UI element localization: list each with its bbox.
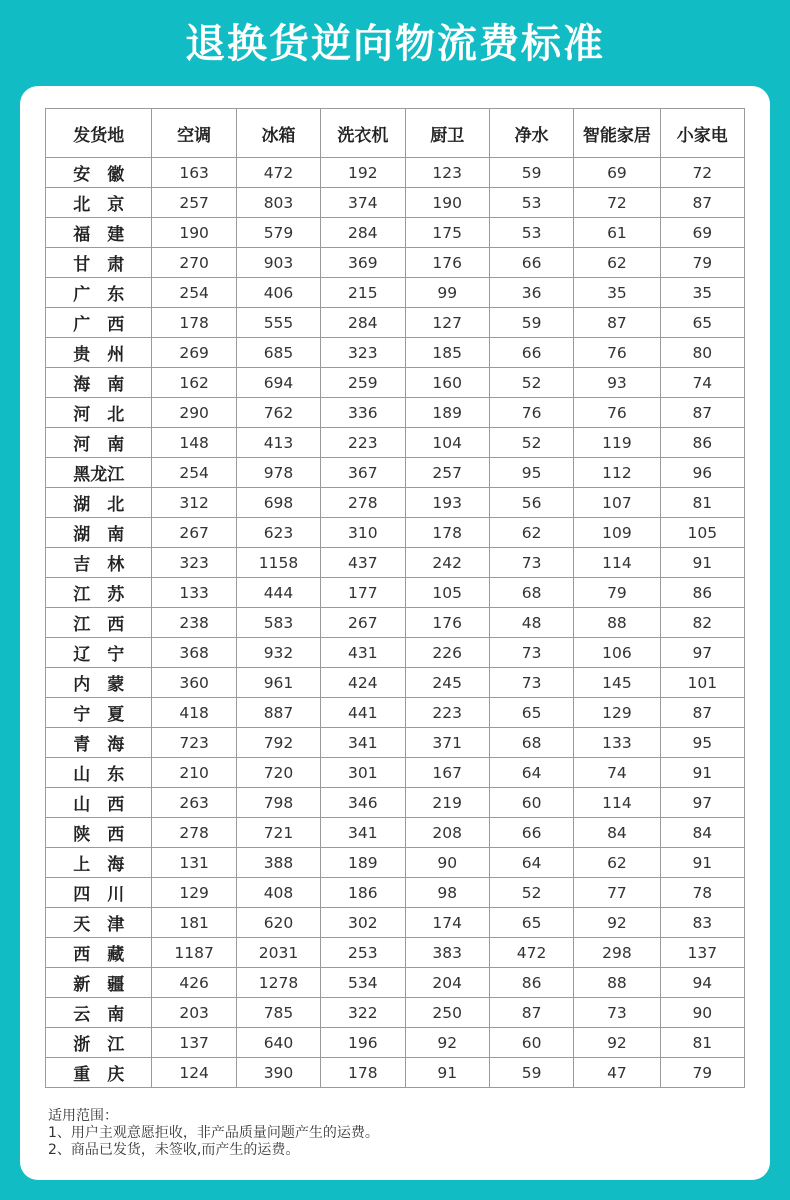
fee-cell: 62: [489, 518, 573, 548]
fee-cell: 254: [152, 458, 236, 488]
fee-cell: 87: [574, 308, 660, 338]
fee-cell: 162: [152, 368, 236, 398]
fee-cell: 73: [489, 668, 573, 698]
fee-cell: 219: [405, 788, 489, 818]
fee-cell: 65: [489, 698, 573, 728]
table-row: [46, 188, 745, 218]
table-row: [46, 698, 745, 728]
region-cell: 四 川: [46, 878, 152, 908]
table-row: [46, 728, 745, 758]
fee-cell: 93: [574, 368, 660, 398]
fee-cell: 47: [574, 1058, 660, 1088]
fee-cell: 176: [405, 248, 489, 278]
fee-cell: 189: [321, 848, 405, 878]
fee-cell: 131: [152, 848, 236, 878]
fee-cell: 129: [574, 698, 660, 728]
fee-cell: 903: [236, 248, 320, 278]
fee-cell: 65: [660, 308, 744, 338]
fee-cell: 92: [574, 908, 660, 938]
fee-cell: 302: [321, 908, 405, 938]
fee-cell: 35: [574, 278, 660, 308]
fee-cell: 66: [489, 818, 573, 848]
fee-cell: 223: [321, 428, 405, 458]
fee-cell: 133: [574, 728, 660, 758]
fee-cell: 72: [574, 188, 660, 218]
fee-cell: 785: [236, 998, 320, 1028]
fee-cell: 431: [321, 638, 405, 668]
fee-cell: 73: [489, 548, 573, 578]
region-cell: 安 徽: [46, 158, 152, 188]
region-cell: 北 京: [46, 188, 152, 218]
fee-cell: 341: [321, 818, 405, 848]
fee-cell: 81: [660, 488, 744, 518]
region-cell: 河 北: [46, 398, 152, 428]
fee-cell: 193: [405, 488, 489, 518]
fee-cell: 698: [236, 488, 320, 518]
fee-cell: 208: [405, 818, 489, 848]
table-row: [46, 578, 745, 608]
fee-cell: 64: [489, 758, 573, 788]
table-header-row: [46, 109, 745, 158]
fee-cell: 555: [236, 308, 320, 338]
table-row: [46, 848, 745, 878]
fee-cell: 369: [321, 248, 405, 278]
table-body: [46, 158, 745, 1088]
fee-cell: 803: [236, 188, 320, 218]
fee-cell: 226: [405, 638, 489, 668]
fee-cell: 444: [236, 578, 320, 608]
fee-cell: 74: [574, 758, 660, 788]
fee-cell: 190: [152, 218, 236, 248]
fee-cell: 177: [321, 578, 405, 608]
fee-cell: 133: [152, 578, 236, 608]
fee-cell: 278: [152, 818, 236, 848]
fee-cell: 105: [660, 518, 744, 548]
fee-cell: 424: [321, 668, 405, 698]
region-cell: 宁 夏: [46, 698, 152, 728]
fee-card: [20, 86, 770, 1180]
table-row: [46, 638, 745, 668]
fee-cell: 96: [660, 458, 744, 488]
fee-cell: 269: [152, 338, 236, 368]
region-cell: 江 西: [46, 608, 152, 638]
fee-cell: 190: [405, 188, 489, 218]
fee-cell: 418: [152, 698, 236, 728]
fee-cell: 137: [152, 1028, 236, 1058]
fee-cell: 79: [574, 578, 660, 608]
fee-cell: 267: [152, 518, 236, 548]
fee-cell: 62: [574, 248, 660, 278]
fee-cell: 181: [152, 908, 236, 938]
fee-cell: 64: [489, 848, 573, 878]
fee-cell: 60: [489, 788, 573, 818]
fee-cell: 88: [574, 968, 660, 998]
fee-cell: 79: [660, 1058, 744, 1088]
fee-cell: 84: [574, 818, 660, 848]
region-cell: 黑龙江: [46, 458, 152, 488]
fee-cell: 259: [321, 368, 405, 398]
fee-cell: 87: [489, 998, 573, 1028]
scope-notes: [48, 1108, 748, 1159]
fee-cell: 92: [405, 1028, 489, 1058]
fee-cell: 66: [489, 248, 573, 278]
fee-cell: 114: [574, 788, 660, 818]
fee-cell: 68: [489, 728, 573, 758]
region-cell: 辽 宁: [46, 638, 152, 668]
fee-cell: 406: [236, 278, 320, 308]
region-cell: 重 庆: [46, 1058, 152, 1088]
fee-cell: 978: [236, 458, 320, 488]
fee-cell: 112: [574, 458, 660, 488]
fee-cell: 53: [489, 188, 573, 218]
fee-cell: 176: [405, 608, 489, 638]
table-row: [46, 398, 745, 428]
fee-cell: 73: [489, 638, 573, 668]
column-header: 发货地: [46, 109, 152, 158]
fee-cell: 69: [660, 218, 744, 248]
fee-cell: 76: [574, 398, 660, 428]
fee-cell: 1158: [236, 548, 320, 578]
fee-cell: 73: [574, 998, 660, 1028]
table-row: [46, 1058, 745, 1088]
region-cell: 浙 江: [46, 1028, 152, 1058]
fee-cell: 441: [321, 698, 405, 728]
region-cell: 海 南: [46, 368, 152, 398]
table-row: [46, 758, 745, 788]
fee-cell: 90: [660, 998, 744, 1028]
fee-cell: 53: [489, 218, 573, 248]
fee-cell: 390: [236, 1058, 320, 1088]
fee-cell: 92: [574, 1028, 660, 1058]
fee-cell: 203: [152, 998, 236, 1028]
fee-cell: 189: [405, 398, 489, 428]
fee-cell: 720: [236, 758, 320, 788]
fee-cell: 76: [574, 338, 660, 368]
fee-cell: 36: [489, 278, 573, 308]
fee-cell: 72: [660, 158, 744, 188]
fee-cell: 250: [405, 998, 489, 1028]
fee-cell: 267: [321, 608, 405, 638]
region-cell: 陕 西: [46, 818, 152, 848]
column-header: 空调: [152, 109, 236, 158]
fee-cell: 98: [405, 878, 489, 908]
fee-cell: 367: [321, 458, 405, 488]
fee-cell: 323: [321, 338, 405, 368]
fee-cell: 87: [660, 698, 744, 728]
fee-cell: 62: [574, 848, 660, 878]
table-row: [46, 998, 745, 1028]
table-row: [46, 788, 745, 818]
table-row: [46, 458, 745, 488]
fee-cell: 97: [660, 638, 744, 668]
fee-cell: 408: [236, 878, 320, 908]
fee-cell: 109: [574, 518, 660, 548]
region-cell: 吉 林: [46, 548, 152, 578]
fee-cell: 91: [660, 548, 744, 578]
fee-cell: 86: [489, 968, 573, 998]
fee-cell: 91: [405, 1058, 489, 1088]
fee-cell: 257: [152, 188, 236, 218]
table-row: [46, 818, 745, 848]
fee-cell: 81: [660, 1028, 744, 1058]
fee-cell: 437: [321, 548, 405, 578]
fee-cell: 192: [321, 158, 405, 188]
region-cell: 贵 州: [46, 338, 152, 368]
fee-cell: 301: [321, 758, 405, 788]
table-row: [46, 608, 745, 638]
fee-cell: 215: [321, 278, 405, 308]
fee-cell: 76: [489, 398, 573, 428]
fee-cell: 61: [574, 218, 660, 248]
fee-cell: 99: [405, 278, 489, 308]
fee-cell: 129: [152, 878, 236, 908]
fee-cell: 640: [236, 1028, 320, 1058]
column-header: 小家电: [660, 109, 744, 158]
fee-cell: 91: [660, 848, 744, 878]
fee-cell: 1278: [236, 968, 320, 998]
fee-cell: 694: [236, 368, 320, 398]
fee-cell: 263: [152, 788, 236, 818]
region-cell: 内 蒙: [46, 668, 152, 698]
table-row: [46, 548, 745, 578]
fee-cell: 174: [405, 908, 489, 938]
fee-cell: 163: [152, 158, 236, 188]
fee-cell: 242: [405, 548, 489, 578]
table-row: [46, 278, 745, 308]
fee-cell: 60: [489, 1028, 573, 1058]
fee-cell: 341: [321, 728, 405, 758]
region-cell: 新 疆: [46, 968, 152, 998]
fee-cell: 623: [236, 518, 320, 548]
region-cell: 青 海: [46, 728, 152, 758]
fee-cell: 472: [489, 938, 573, 968]
fee-cell: 94: [660, 968, 744, 998]
column-header: 冰箱: [236, 109, 320, 158]
table-row: [46, 488, 745, 518]
column-header: 智能家居: [574, 109, 660, 158]
fee-cell: 798: [236, 788, 320, 818]
fee-cell: 123: [405, 158, 489, 188]
fee-cell: 52: [489, 368, 573, 398]
fee-cell: 68: [489, 578, 573, 608]
fee-cell: 253: [321, 938, 405, 968]
fee-cell: 107: [574, 488, 660, 518]
fee-cell: 932: [236, 638, 320, 668]
fee-cell: 721: [236, 818, 320, 848]
notes-heading: 适用范围：: [48, 1108, 118, 1124]
fee-cell: 413: [236, 428, 320, 458]
table-row: [46, 368, 745, 398]
fee-cell: 84: [660, 818, 744, 848]
fee-cell: 160: [405, 368, 489, 398]
fee-cell: 620: [236, 908, 320, 938]
fee-cell: 579: [236, 218, 320, 248]
fee-cell: 91: [660, 758, 744, 788]
fee-cell: 312: [152, 488, 236, 518]
fee-cell: 257: [405, 458, 489, 488]
fee-cell: 178: [152, 308, 236, 338]
fee-cell: 185: [405, 338, 489, 368]
table-row: [46, 908, 745, 938]
table-row: [46, 338, 745, 368]
table-row: [46, 518, 745, 548]
region-cell: 天 津: [46, 908, 152, 938]
fee-cell: 685: [236, 338, 320, 368]
fee-cell: 97: [660, 788, 744, 818]
notes-item: 2、商品已发货，未签收,而产生的运费。: [48, 1142, 300, 1158]
table-row: [46, 968, 745, 998]
fee-cell: 368: [152, 638, 236, 668]
region-cell: 甘 肃: [46, 248, 152, 278]
fee-cell: 65: [489, 908, 573, 938]
column-header: 厨卫: [405, 109, 489, 158]
fee-cell: 1187: [152, 938, 236, 968]
fee-cell: 59: [489, 308, 573, 338]
notes-item: 1、用户主观意愿拒收，非产品质量问题产生的运费。: [48, 1125, 379, 1141]
table-row: [46, 668, 745, 698]
fee-cell: 137: [660, 938, 744, 968]
table-row: [46, 158, 745, 188]
fee-cell: 186: [321, 878, 405, 908]
fee-cell: 74: [660, 368, 744, 398]
fee-cell: 59: [489, 1058, 573, 1088]
fee-cell: 95: [489, 458, 573, 488]
fee-cell: 79: [660, 248, 744, 278]
fee-cell: 196: [321, 1028, 405, 1058]
region-cell: 河 南: [46, 428, 152, 458]
fee-cell: 371: [405, 728, 489, 758]
fee-cell: 175: [405, 218, 489, 248]
table-row: [46, 878, 745, 908]
fee-cell: 374: [321, 188, 405, 218]
table-row: [46, 1028, 745, 1058]
region-cell: 福 建: [46, 218, 152, 248]
region-cell: 山 西: [46, 788, 152, 818]
table-row: [46, 308, 745, 338]
fee-cell: 723: [152, 728, 236, 758]
fee-cell: 323: [152, 548, 236, 578]
table-row: [46, 218, 745, 248]
fee-cell: 114: [574, 548, 660, 578]
fee-cell: 82: [660, 608, 744, 638]
fee-cell: 148: [152, 428, 236, 458]
region-cell: 湖 南: [46, 518, 152, 548]
fee-cell: 59: [489, 158, 573, 188]
fee-cell: 95: [660, 728, 744, 758]
fee-cell: 52: [489, 878, 573, 908]
fee-cell: 106: [574, 638, 660, 668]
fee-cell: 104: [405, 428, 489, 458]
fee-cell: 360: [152, 668, 236, 698]
fee-cell: 87: [660, 398, 744, 428]
fee-cell: 583: [236, 608, 320, 638]
fee-cell: 534: [321, 968, 405, 998]
fee-cell: 86: [660, 428, 744, 458]
fee-cell: 278: [321, 488, 405, 518]
fee-cell: 87: [660, 188, 744, 218]
fee-cell: 48: [489, 608, 573, 638]
fee-cell: 178: [321, 1058, 405, 1088]
fee-cell: 101: [660, 668, 744, 698]
fee-cell: 167: [405, 758, 489, 788]
table-row: [46, 938, 745, 968]
fee-cell: 887: [236, 698, 320, 728]
fee-cell: 290: [152, 398, 236, 428]
fee-cell: 210: [152, 758, 236, 788]
region-cell: 江 苏: [46, 578, 152, 608]
fee-cell: 284: [321, 308, 405, 338]
fee-cell: 88: [574, 608, 660, 638]
fee-cell: 178: [405, 518, 489, 548]
fee-cell: 127: [405, 308, 489, 338]
fee-cell: 119: [574, 428, 660, 458]
fee-cell: 77: [574, 878, 660, 908]
fee-cell: 35: [660, 278, 744, 308]
region-cell: 西 藏: [46, 938, 152, 968]
fee-cell: 238: [152, 608, 236, 638]
fee-cell: 204: [405, 968, 489, 998]
region-cell: 湖 北: [46, 488, 152, 518]
fee-cell: 961: [236, 668, 320, 698]
fee-cell: 124: [152, 1058, 236, 1088]
fee-cell: 792: [236, 728, 320, 758]
fee-cell: 145: [574, 668, 660, 698]
fee-cell: 66: [489, 338, 573, 368]
fee-cell: 223: [405, 698, 489, 728]
region-cell: 云 南: [46, 998, 152, 1028]
fee-cell: 69: [574, 158, 660, 188]
fee-cell: 86: [660, 578, 744, 608]
fee-cell: 426: [152, 968, 236, 998]
fee-cell: 245: [405, 668, 489, 698]
fee-table: [45, 108, 745, 1088]
column-header: 洗衣机: [321, 109, 405, 158]
region-cell: 广 西: [46, 308, 152, 338]
fee-cell: 52: [489, 428, 573, 458]
fee-cell: 78: [660, 878, 744, 908]
fee-cell: 83: [660, 908, 744, 938]
fee-cell: 80: [660, 338, 744, 368]
fee-cell: 56: [489, 488, 573, 518]
fee-cell: 388: [236, 848, 320, 878]
fee-cell: 105: [405, 578, 489, 608]
fee-cell: 336: [321, 398, 405, 428]
fee-cell: 298: [574, 938, 660, 968]
region-cell: 山 东: [46, 758, 152, 788]
fee-cell: 383: [405, 938, 489, 968]
fee-cell: 322: [321, 998, 405, 1028]
fee-cell: 2031: [236, 938, 320, 968]
fee-cell: 270: [152, 248, 236, 278]
page-title: 退换货逆向物流费标准: [185, 21, 605, 67]
region-cell: 上 海: [46, 848, 152, 878]
table-row: [46, 248, 745, 278]
fee-cell: 254: [152, 278, 236, 308]
fee-cell: 90: [405, 848, 489, 878]
fee-cell: 472: [236, 158, 320, 188]
fee-cell: 346: [321, 788, 405, 818]
fee-cell: 762: [236, 398, 320, 428]
column-header: 净水: [489, 109, 573, 158]
table-row: [46, 428, 745, 458]
fee-cell: 284: [321, 218, 405, 248]
region-cell: 广 东: [46, 278, 152, 308]
fee-cell: 310: [321, 518, 405, 548]
